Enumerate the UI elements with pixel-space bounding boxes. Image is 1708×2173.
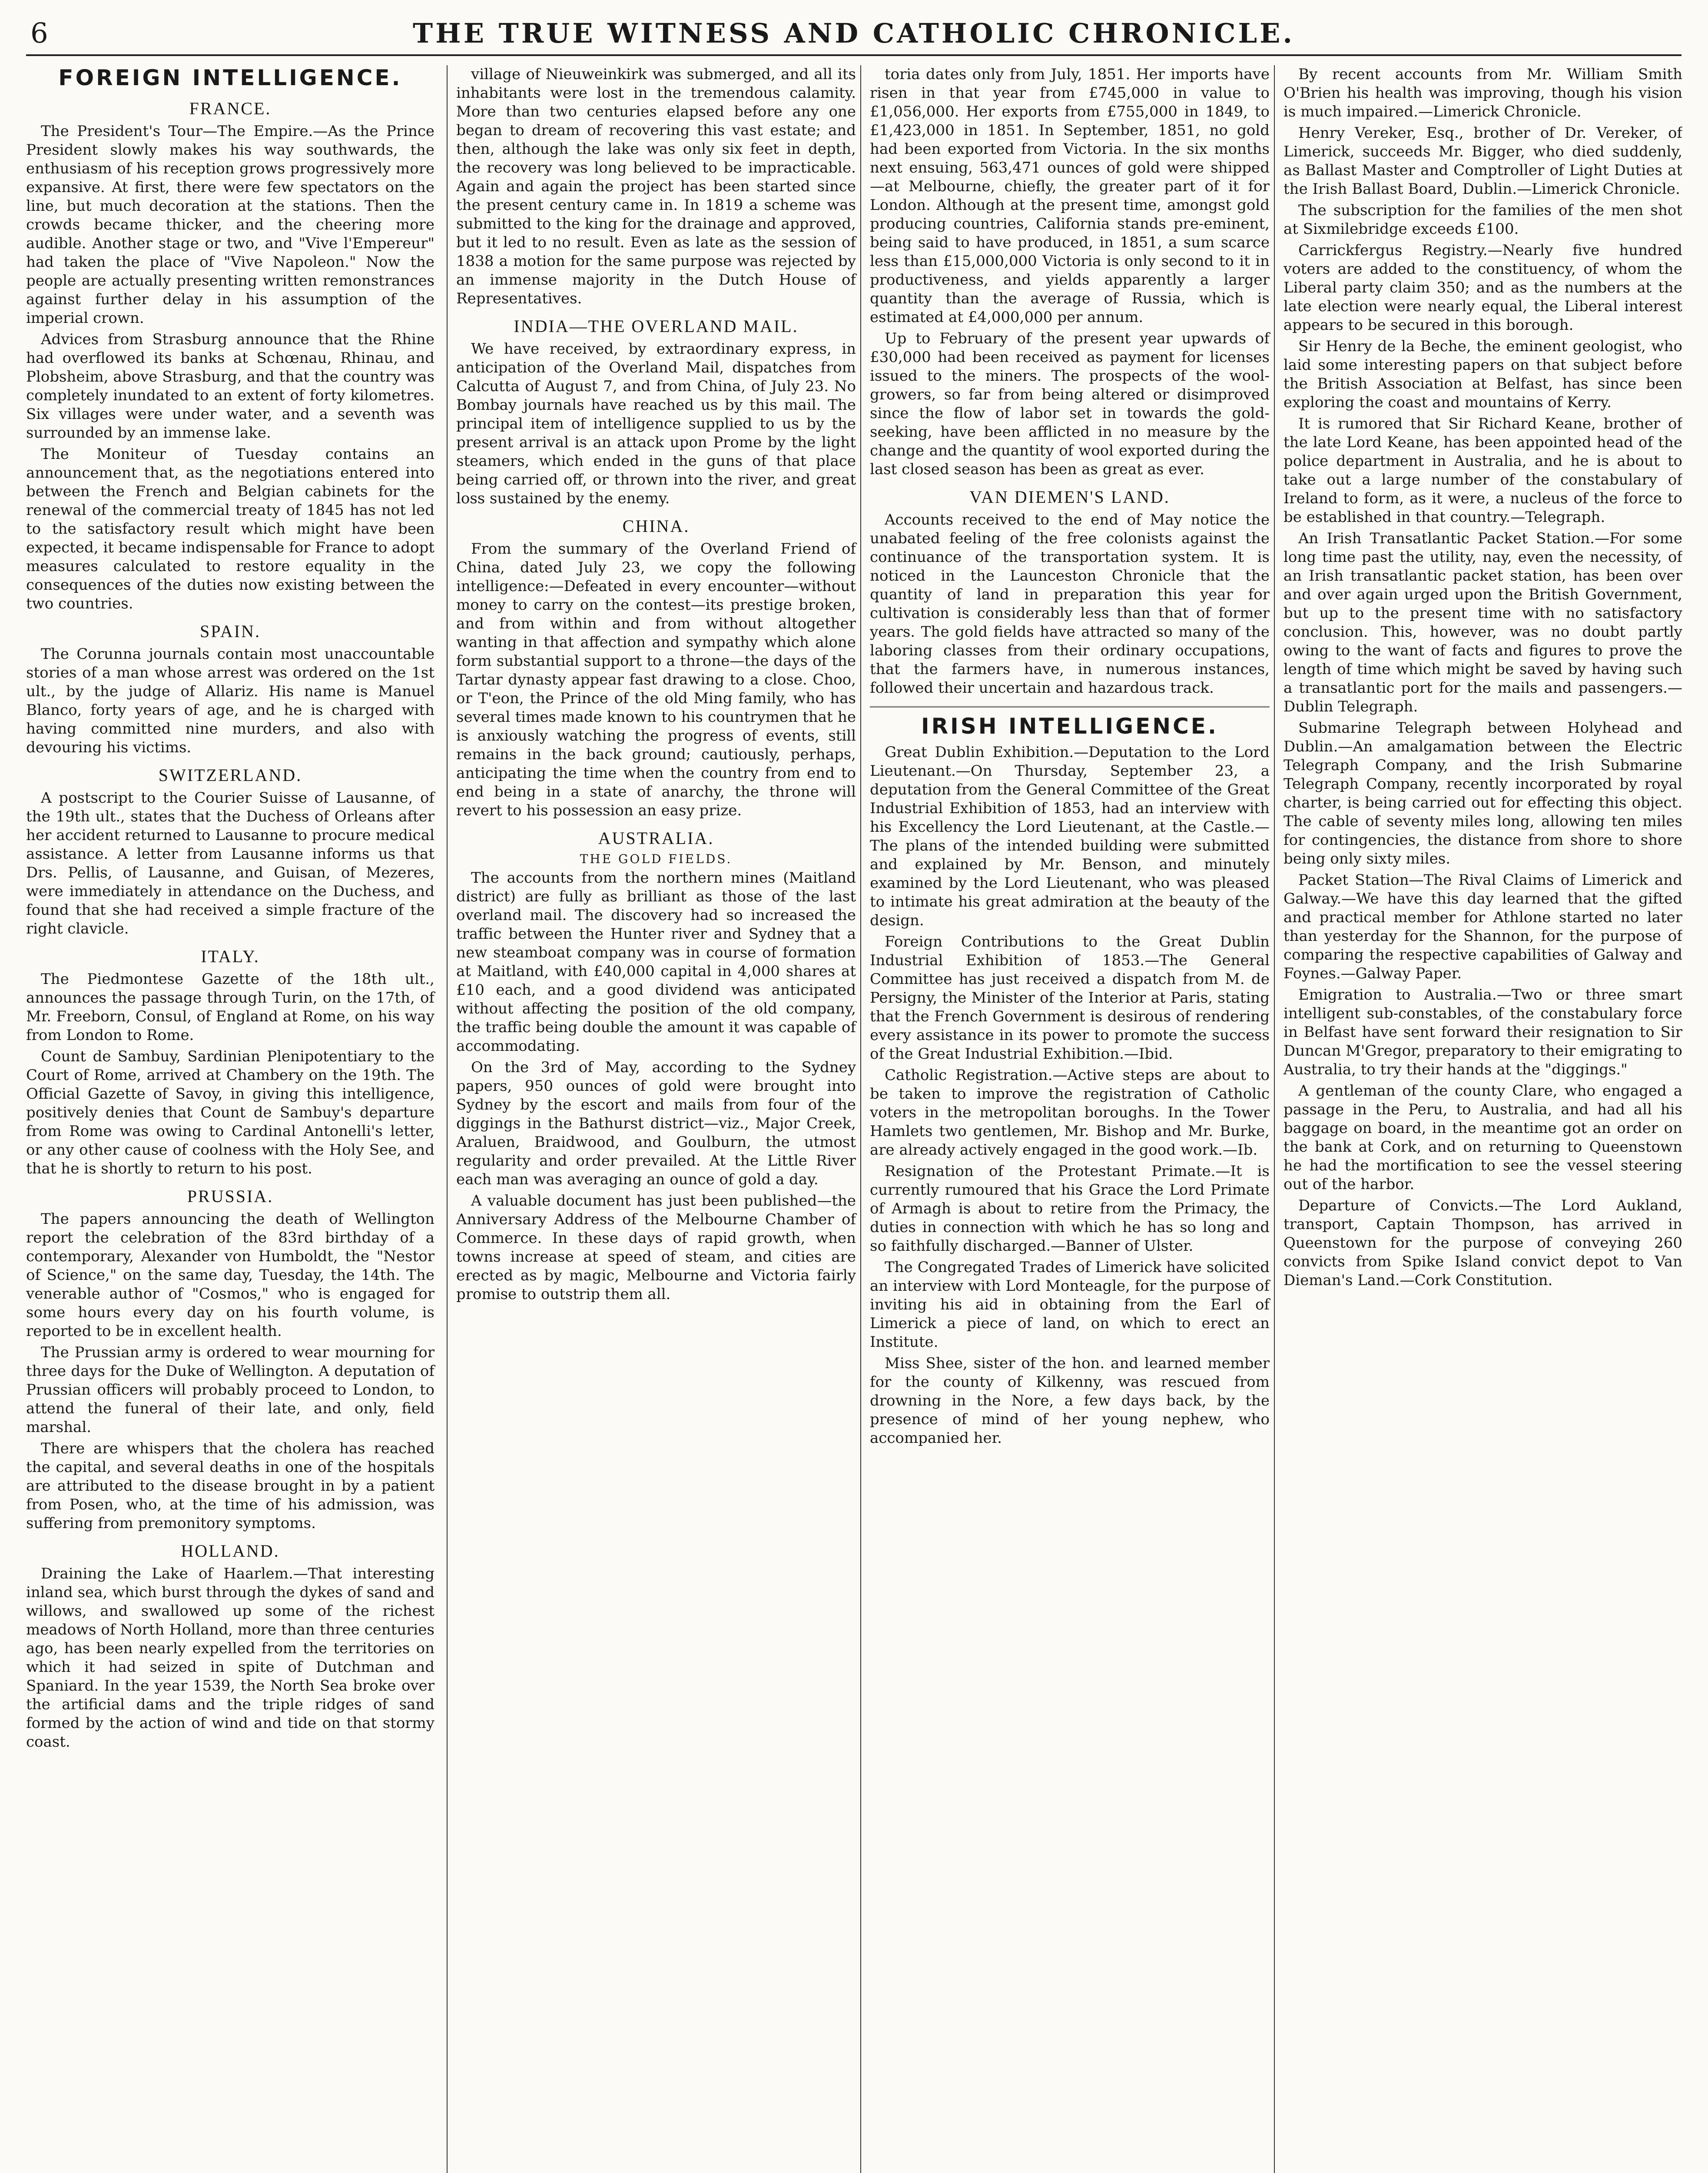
article-paragraph: The Prussian army is ordered to wear mourning for three days for the Duke of Wellington. A deputation of Prussian officers will probably proceed to London, to attend the funeral of their late, and only, field marshal. xyxy=(26,1344,434,1436)
subheading-italy: ITALY. xyxy=(201,947,260,966)
article-paragraph: It is rumored that Sir Richard Keane, brother of the late Lord Keane, has been appointed head of the police department in Australia, and he is about to take out a large number of the constabulary of Ireland to form, as it were, a nucleus of the force to be established in that country.—Telegraph. xyxy=(1283,415,1682,526)
article-paragraph: Great Dublin Exhibition.—Deputation to the Lord Lieutenant.—On Thursday, September 23, a deputation from the General Committee of the Great Industrial Exhibition of 1853, had an interview with his Excellency the Lord Lieutenant, at the Castle.—The plans of the intended building were submitted and explained by Mr. Benson, and minutely examined by the Lord Lieutenant, who was pleased to intimate his great admiration at the beauty of the design. xyxy=(870,744,1270,929)
section-divider xyxy=(870,706,1270,708)
column-4 xyxy=(1274,65,1682,2173)
subheading-india: INDIA—THE OVERLAND MAIL. xyxy=(514,316,799,336)
article-paragraph: We have received, by extraordinary express, in anticipation of the Overland Mail, dispatches from Calcutta of August 7, and from China, of July 23. No Bombay journals have reached us by this mail. The principal item of intelligence supplied to us by the present arrival is an attack upon Prome by the light steamers, which ended in the guns of that place being carried off, or thrown into the river, and great loss sustained by the enemy. xyxy=(456,340,856,507)
column-3 xyxy=(860,65,1278,2173)
subheading-holland: HOLLAND. xyxy=(181,1541,280,1561)
article-paragraph: On the 3rd of May, according to the Sydney papers, 950 ounces of gold were brought into Sydney by the escort and mails from four of the diggings in the Bathurst district—viz., Major Creek, Araluen, Braidwood, and Goulburn, the utmost regularity and order prevailed. At the Little River each man was averaging an ounce of gold a day. xyxy=(456,1059,856,1188)
article-paragraph: The accounts from the northern mines (Maitland district) are fully as brilliant as those of the last overland mail. The discovery had so increased the traffic between the Hunter river and Sydney that a new steamboat company was in course of formation at Maitland, with £40,000 capital in 4,000 shares at £10 each, and a good dividend was anticipated without affecting the position of the old company, the traffic being double the amount it was capable of accommodating. xyxy=(456,869,856,1055)
subheading-prussia: PRUSSIA. xyxy=(187,1186,274,1206)
article-paragraph: Sir Henry de la Beche, the eminent geologist, who laid some interesting papers on that subject before the British Association at Belfast, has since been exploring the coast and mountains of Kerry. xyxy=(1283,338,1682,411)
article-paragraph: Accounts received to the end of May notice the unabated feeling of the free colonists against the continuance of the transportation system. It is noticed in the Launceston Chronicle that the quantity of land in preparation this year for cultivation is considerably less than that of former years. The gold fields have attracted so many of the laboring classes from their ordinary occupations, that the farmers have, in numerous instances, followed their uncertain and hazardous track. xyxy=(870,511,1270,697)
page-number: 6 xyxy=(30,17,48,50)
article-paragraph: Departure of Convicts.—The Lord Aukland, transport, Captain Thompson, has arrived in Queenstown for the purpose of conveying 260 convicts from Spike Island convict depot to Van Dieman's Land.—Cork Constitution. xyxy=(1283,1197,1682,1289)
article-paragraph: Catholic Registration.—Active steps are about to be taken to improve the registration of Catholic voters in the metropolitan boroughs. In the Tower Hamlets two gentlemen, Mr. Bishop and Mr. Burke, are already actively engaged in the good work.—Ib. xyxy=(870,1067,1270,1159)
article-paragraph: The Corunna journals contain most unaccountable stories of a man whose arrest was ordered on the 1st ult., by the judge of Allariz. His name is Manuel Blanco, forty years of age, and he is charged with having committed nine murders, and also with devouring his victims. xyxy=(26,645,434,756)
article-paragraph: An Irish Transatlantic Packet Station.—For some long time past the utility, nay, even the necessity, of an Irish transatlantic packet station, has been over and over again urged upon the British Government, but up to the present time with no satisfactory conclusion. This, however, was no doubt partly owing to the want of facts and figures to prove the length of time which might be saved by having such a transatlantic port for the mails and passengers.—Dublin Telegraph. xyxy=(1283,530,1682,715)
article-paragraph: Miss Shee, sister of the hon. and learned member for the county of Kilkenny, was rescued from drowning in the Nore, a few days back, by the presence of mind of her young nephew, who accompanied her. xyxy=(870,1355,1270,1447)
article-paragraph: Submarine Telegraph between Holyhead and Dublin.—An amalgamation between the Electric Telegraph Company, and the Irish Submarine Telegraph Company, recently incorporated by royal charter, is being carried out for effecting this object. The cable of seventy miles long, allowing ten miles for contingencies, the distance from shore to shore being only sixty miles. xyxy=(1283,719,1682,867)
subheading-van-diemens-land: VAN DIEMEN'S LAND. xyxy=(969,487,1170,507)
columns xyxy=(26,65,1681,2173)
article-paragraph: Advices from Strasburg announce that the Rhine had overflowed its banks at Schœnau, Rhinau, and Plobsheim, above Strasburg, and that the country was completely inundated to an extent of forty kilometres. Six villages were under water, and a seventh was surrounded by an immense lake. xyxy=(26,331,434,442)
subheading-china: CHINA. xyxy=(622,516,690,536)
column-1 xyxy=(26,65,443,2173)
article-paragraph: By recent accounts from Mr. William Smith O'Brien his health was improving, though his vision is much impaired.—Limerick Chronicle. xyxy=(1283,66,1682,120)
article-paragraph: A gentleman of the county Clare, who engaged a passage in the Peru, to Australia, and had all his baggage on board, in the meantime got an order on the bank at Cork, and on returning to Queenstown he had the mortification to see the vessel steering out of the harbor. xyxy=(1283,1082,1682,1193)
masthead xyxy=(26,13,1681,56)
article-paragraph: The Piedmontese Gazette of the 18th ult., announces the passage through Turin, on the 17th, of Mr. Freeborn, Consul, of England at Rome, on his way from London to Rome. xyxy=(26,970,434,1044)
article-paragraph: Packet Station—The Rival Claims of Limerick and Galway.—We have this day learned that the gifted and practical member for Athlone started no later than yesterday for the Shannon, for the purpose of comparing the respective capabilities of Galway and Foynes.—Galway Paper. xyxy=(1283,871,1682,982)
article-paragraph: The subscription for the families of the men shot at Sixmilebridge exceeds £100. xyxy=(1283,202,1682,238)
article-paragraph: Draining the Lake of Haarlem.—That interesting inland sea, which burst through the dykes of sand and willows, and swallowed up some of the richest meadows of North Holland, more than three centuries ago, has been nearly expelled from the territories on which it had seized in spite of Dutchman and Spaniard. In the year 1539, the North Sea broke over the artificial dams and the triple ridges of sand formed by the action of wind and tide on that stormy coast. xyxy=(26,1565,434,1751)
article-paragraph: Up to February of the present year upwards of £30,000 had been received as payment for licenses issued to the miners. The prospects of the wool-growers, so far from being altered or disimproved since the flow of labor set in towards the gold-seeking, have been afflicted in no measure by the change and the quantity of wool exported during the last closed season has been as great as ever. xyxy=(870,330,1270,478)
article-paragraph: There are whispers that the cholera has reached the capital, and several deaths in one of the hospitals are attributed to the disease brought in by a patient from Posen, who, at the time of his admission, was suffering from premonitory symptoms. xyxy=(26,1440,434,1532)
subheading-spain: SPAIN. xyxy=(200,621,261,641)
article-paragraph: The Moniteur of Tuesday contains an announcement that, as the negotiations entered into between the French and Belgian cabinets for the renewal of the commercial treaty of 1845 has not led to the satisfactory result which might have been expected, it became indispensable for France to adopt measures calculated to restore equality in the consequences of the duties now existing between the two countries. xyxy=(26,445,434,612)
article-paragraph: The Congregated Trades of Limerick have solicited an interview with Lord Monteagle, for the purpose of inviting his aid in obtaining from the Earl of Limerick a piece of land, on which to erect an Institute. xyxy=(870,1259,1270,1351)
newspaper-title: THE TRUE WITNESS AND CATHOLIC CHRONICLE. xyxy=(413,17,1295,49)
article-paragraph: The President's Tour—The Empire.—As the Prince President slowly makes his way southwards, the enthusiasm of his reception grows progressively more expansive. At first, there were few spectators on the line, but much decoration at the stations. Then the crowds became thicker, and the cheering more audible. Another stage or two, and "Vive l'Empereur" had taken the place of "Vive Napoleon." Now the people are actually presenting written remonstrances against further delay in his assumption of the imperial crown. xyxy=(26,123,434,327)
subheading-france: FRANCE. xyxy=(189,99,272,118)
article-paragraph: Carrickfergus Registry.—Nearly five hundred voters are added to the constituency, of whom the Liberal party claim 350; and as the numbers at the late election were nearly equal, the Liberal interest appears to be secured in this borough. xyxy=(1283,242,1682,334)
column-2 xyxy=(447,65,865,2173)
article-paragraph: A postscript to the Courier Suisse of Lausanne, of the 19th ult., states that the Duchess of Orleans after her accident returned to Lausanne to procure medical assistance. A letter from Lausanne informs us that Drs. Pellis, of Lausanne, and Guisan, of Mezeres, were immediately in attendance on the Duchess, and found that she had received a simple fracture of the right clavicle. xyxy=(26,789,434,937)
article-paragraph: Foreign Contributions to the Great Dublin Industrial Exhibition of 1853.—The General Committee has just received a dispatch from M. de Persigny, the Minister of the Interior at Paris, stating that the French Government is desirous of rendering every assistance in its power to promote the success of the Great Industrial Exhibition.—Ibid. xyxy=(870,933,1270,1063)
article-paragraph: village of Nieuweinkirk was submerged, and all its inhabitants were lost in the tremendous calamity. More than two centuries elapsed before any one began to dream of recovering this vast estate; and then, although the lake was only six feet in depth, the recovery was long believed to be impracticable. Again and again the project has been started since the present century came in. In 1819 a scheme was submitted to the king for the drainage and approved, but it led to no result. Even as late as the session of 1838 a motion for the same purpose was rejected by an immense majority in the Dutch House of Representatives. xyxy=(456,66,856,307)
article-paragraph: Resignation of the Protestant Primate.—It is currently rumoured that his Grace the Lord Primate of Armagh is about to retire from the Primacy, the duties in connection with which he has so long and so faithfully discharged.—Banner of Ulster. xyxy=(870,1163,1270,1255)
section-heading-foreign: FOREIGN INTELLIGENCE. xyxy=(58,65,402,90)
section-heading-irish: IRISH INTELLIGENCE. xyxy=(921,714,1218,739)
article-paragraph: A valuable document has just been published—the Anniversary Address of the Melbourne Chamber of Commerce. In these days of rapid growth, when towns increase at speed of steam, and cities are erected as by magic, Melbourne and Victoria fairly promise to outstrip them all. xyxy=(456,1192,856,1303)
subheading-gold-fields: THE GOLD FIELDS. xyxy=(580,852,733,866)
article-paragraph: From the summary of the Overland Friend of China, dated July 23, we copy the following intelligence:—Defeated in every encounter—without money to carry on the contest—its prestige broken, and from within and from without altogether wanting in that affection and sympathy which alone form substantial support to a throne—the days of the Tartar dynasty appear fast drawing to a close. Choo, or T'eon, the Prince of the old Ming family, who has several times made known to his countrymen that he is anxiously watching the progress of events, still remains in the back ground; cautiously, perhaps, anticipating the time when the country from end to end being in a state of anarchy, the throne will revert to his possession an easy prize. xyxy=(456,540,856,819)
article-paragraph: toria dates only from July, 1851. Her imports have risen in that year from £745,000 in value to £1,056,000. Her exports from £755,000 in 1849, to £1,423,000 in 1851. In September, 1851, no gold had been exported from Victoria. In the six months next ensuing, 563,471 ounces of gold were shipped—at Melbourne, chiefly, the greater part of it for London. Although at the present time, amongst gold producing countries, California stands pre-eminent, being said to have produced, in 1851, a sum scarce less than £15,000,000 Victoria is only second to it in productiveness, and yields apparently a larger quantity than the average of Russia, which is estimated at £4,000,000 per annum. xyxy=(870,66,1270,326)
article-paragraph: The papers announcing the death of Wellington report the celebration of the 83rd birthday of a contemporary, Alexander von Humboldt, the "Nestor of Science," on the same day, Tuesday, the 14th. The venerable author of "Cosmos," who is engaged for some hours every day on his fourth volume, is reported to be in excellent health. xyxy=(26,1210,434,1340)
article-paragraph: Henry Vereker, Esq., brother of Dr. Vereker, of Limerick, succeeds Mr. Bigger, who died suddenly, as Ballast Master and Comptroller of Light Duties at the Irish Ballast Board, Dublin.—Limerick Chronicle. xyxy=(1283,124,1682,198)
article-paragraph: Count de Sambuy, Sardinian Plenipotentiary to the Court of Rome, arrived at Chambery on the 19th. The Official Gazette of Savoy, in giving this intelligence, positively denies that Count de Sambuy's departure from Rome was owing to Cardinal Antonelli's letter, or any other cause of coolness with the Holy See, and that he is shortly to return to his post. xyxy=(26,1048,434,1177)
subheading-switzerland: SWITZERLAND. xyxy=(158,765,302,785)
newspaper-page xyxy=(26,13,1681,2173)
article-paragraph: Emigration to Australia.—Two or three smart intelligent sub-constables, of the constabulary force in Belfast have sent forward their resignation to Sir Duncan M'Gregor, preparatory to their emigrating to Australia, to try their hands at the "diggings." xyxy=(1283,986,1682,1078)
subheading-australia: AUSTRALIA. xyxy=(598,828,714,848)
